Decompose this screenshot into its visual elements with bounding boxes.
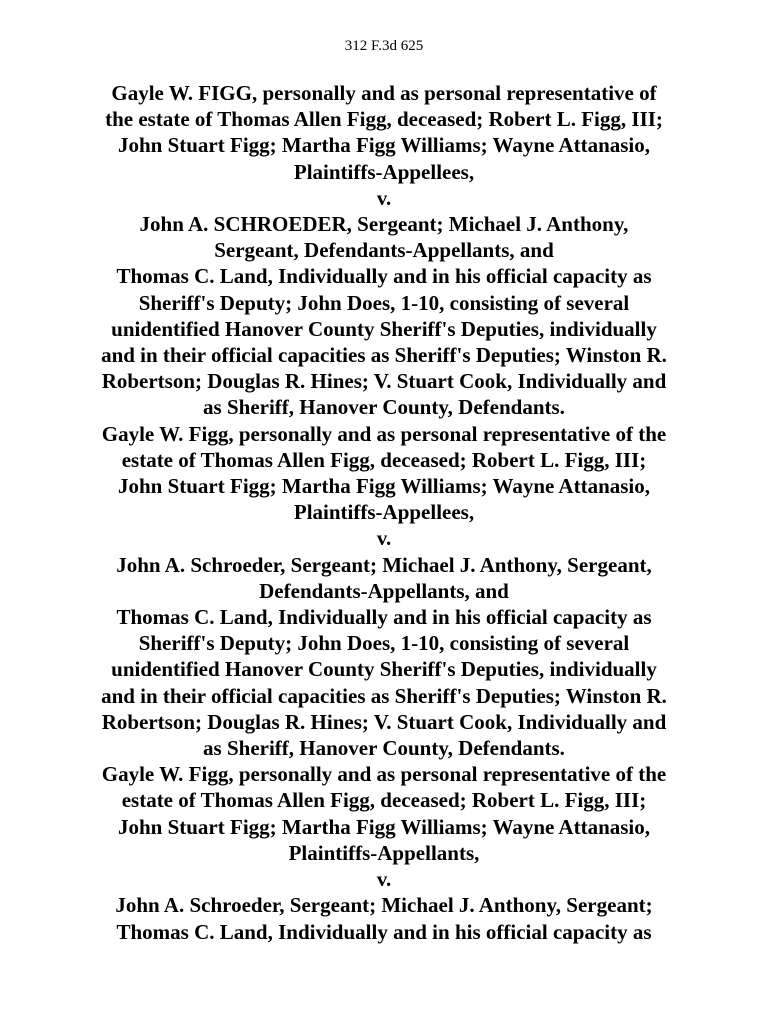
caption-line: John Stuart Figg; Martha Figg Williams; Wayne Attanasio, <box>117 474 651 499</box>
caption-line: unidentified Hanover County Sheriff's Deputies, individually <box>111 316 657 341</box>
caption-line: John Stuart Figg; Martha Figg Williams; Wayne Attanasio, <box>117 133 651 158</box>
caption-line-versus: v. <box>376 185 392 210</box>
caption-line: Sergeant, Defendants-Appellants, and <box>214 238 554 263</box>
caption-line-versus: v. <box>376 526 392 551</box>
caption-line: as Sheriff, Hanover County, Defendants. <box>203 736 565 761</box>
caption-line: estate of Thomas Allen Figg, deceased; Robert L. Figg, III; <box>121 447 647 472</box>
caption-line: estate of Thomas Allen Figg, deceased; Robert L. Figg, III; <box>121 788 647 813</box>
caption-line: Robertson; Douglas R. Hines; V. Stuart Cook, Individually and <box>101 709 667 734</box>
caption-line: and in their official capacities as Sheriff's Deputies; Winston R. <box>101 343 667 368</box>
caption-line: Plaintiffs-Appellees, <box>293 500 475 525</box>
caption-line: Gayle W. Figg, personally and as personal representative of the <box>101 421 667 446</box>
caption-line: Thomas C. Land, Individually and in his official capacity as <box>116 919 652 944</box>
caption-line: as Sheriff, Hanover County, Defendants. <box>203 395 565 420</box>
caption-line: Plaintiffs-Appellees, <box>293 159 475 184</box>
caption-line: John Stuart Figg; Martha Figg Williams; Wayne Attanasio, <box>117 814 651 839</box>
caption-line: and in their official capacities as Sheriff's Deputies; Winston R. <box>101 683 667 708</box>
caption-line: Sheriff's Deputy; John Does, 1-10, consisting of several <box>138 290 630 315</box>
caption-line-versus: v. <box>376 867 392 892</box>
caption-line: Sheriff's Deputy; John Does, 1-10, consisting of several <box>138 631 630 656</box>
case-caption <box>30 80 738 945</box>
caption-line: Thomas C. Land, Individually and in his official capacity as <box>116 264 652 289</box>
caption-line: Gayle W. Figg, personally and as personal representative of the <box>101 762 667 787</box>
caption-line: Plaintiffs-Appellants, <box>288 840 480 865</box>
caption-line: John A. Schroeder, Sergeant; Michael J. Anthony, Sergeant, <box>116 552 652 577</box>
caption-line: Defendants-Appellants, and <box>259 578 509 603</box>
caption-line: John A. Schroeder, Sergeant; Michael J. Anthony, Sergeant; <box>115 893 653 918</box>
case-citation: 312 F.3d 625 <box>344 38 424 54</box>
caption-line: John A. SCHROEDER, Sergeant; Michael J. Anthony, <box>139 212 629 237</box>
caption-line: Robertson; Douglas R. Hines; V. Stuart Cook, Individually and <box>101 369 667 394</box>
caption-line: Thomas C. Land, Individually and in his official capacity as <box>116 605 652 630</box>
caption-line: unidentified Hanover County Sheriff's Deputies, individually <box>111 657 657 682</box>
caption-line: Gayle W. FIGG, personally and as personal representative of <box>111 81 657 105</box>
caption-line: the estate of Thomas Allen Figg, deceased; Robert L. Figg, III; <box>105 107 663 132</box>
